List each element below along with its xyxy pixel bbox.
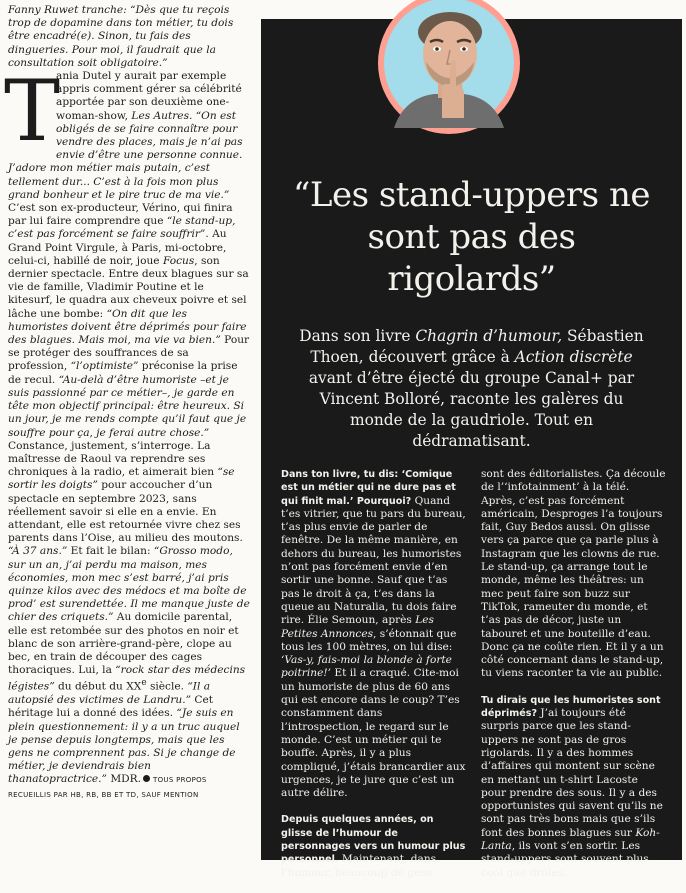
question: Dans ton livre, tu dis: ‘Comique est un métier qui ne dure pas et qui finit mal.’ Pourquoi? [281, 469, 456, 507]
portrait-photo [378, 0, 520, 134]
question: Tu dirais que les humoristes sont déprimés? [481, 694, 661, 720]
portrait-illustration [384, 0, 514, 128]
interview-column-2 [481, 468, 666, 893]
qa-2-continued: sont des éditorialistes. Ça découle de l’‘infotainment’ à la télé. Après, c’est pas forcément américain, Desproges l’a toujours fait, Guy Bedos aussi. On glisse vers ça parce que ça parle plus à Instagram que les clowns de rue. Le stand-up, ça arrange tout le monde, même les théâtres: un mec peut faire son buzz sur TikTok, rameuter du monde, et t’as pas de décor, juste un tabouret et une bouteille d’eau. Donc ça ne coûte rien. Et il y a un côté concernant dans le stand-up, tu viens raconter ta vie au public. [481, 468, 666, 680]
end-mark-icon [143, 775, 150, 782]
portrait-inner [384, 0, 514, 128]
qa-1: Dans ton livre, tu dis: ‘Comique est un métier qui ne dure pas et qui finit mal.’ Pourquoi? Quand t’es vitrier, que tu pars du bureau, t’as plus envie de parler de fenêtre. De la même manière, en dehors du bureau, les humoristes n’ont pas forcément envie d’en sortir une bonne. Sauf que t’as pas le droit à ça, t’es dans la queue au Naturalia, tu dois faire rire. Élie Semoun, après Les Petites Annonces, s’étonnait que tous les 100 mètres, on lui dise: ‘Vas-y, fais-moi la blonde à forte poitrine!’ Et il a craqué. Cite-moi un humoriste de plus de 60 ans qui est encore dans le coup? T’es constamment dans l’introspection, le regard sur le monde. C’est un métier qui te bouffe. Après, il y a plus compliqué, j’étais brancardier aux urgences, je te jure que c’est un autre délire. [281, 469, 466, 800]
interview-column-1 [281, 468, 466, 893]
paragraph-constance: Constance, justement, s’interroge. La maîtresse de Raoul va reprendre ses chroniques à la radio, et aimerait bien “se sortir les doigts” pour accoucher d’un spectacle en septembre 2023, sans réellement savoir si elle en a envie. En attendant, elle est retournée vivre chez ses parents dans l’Oise, au milieu des moutons. “À 37 ans.” Et fait le bilan: “Grosso modo, sur un an, j’ai perdu ma maison, mes économies, mon mec s’est barré, j’ai pris quinze kilos avec des médocs et ma boîte de prod’ est surendettée. Il me manque juste de chier des criquets.” Au domicile parental, elle est retombée sur des photos en noir et blanc de son arrière-grand-père, clope au bec, en train de découper des cages thoraciques. Lui, la “rock star des médecins légistes” du début du XXe siècle. “Il a autopsié des victimes de Landru.” Cet héritage lui a donné des idées. “Je suis en plein questionnement: il y a un truc auquel je pense depuis longtemps, mais que les gens ne comprennent pas. Si je change de métier, je deviendrais bien thanatopractrice.” MDR. TOUS PROPOS RECUEILLIS PAR HB, RB, BB ET TD, SAUF MENTION [8, 439, 250, 799]
qa-3: Tu dirais que les humoristes sont déprimés? J’ai toujours été surpris parce que les stand-uppers ne sont pas de gros rigolards. Il y a des hommes d’affaires qui montent sur scène en mettant un t-shirt Lacoste pour prendre des sous. Il y a des opportunistes qui savent qu’ils ne sont pas très bons mais que s’ils font des bonnes blagues sur Koh-Lanta, ils vont s’en sortir. Les stand-uppers sont souvent plus cool que drôles. [481, 694, 663, 879]
qa-2: Depuis quelques années, on glisse de l’humour de personnages vers un humour plus personnel. Maintenant, dans l’humour, beaucoup de gens [281, 814, 466, 879]
interview-columns [281, 468, 666, 893]
credits: TOUS PROPOS RECUEILLIS PAR HB, RB, BB ET TD, SAUF MENTION [8, 776, 207, 799]
interview-panel [261, 19, 682, 879]
left-column [4, 4, 250, 802]
drop-cap: T [4, 62, 59, 161]
pull-quote-fanny-ruwet: Fanny Ruwet tranche: “Dès que tu reçois trop de dopamine dans ton métier, tu dois être encadré(e). Sinon, tu fais des dingueries. Pour moi, il faudrait que la consultation soit obligatoire.” [8, 4, 234, 69]
headline: “Les stand-uppers ne sont pas des rigolards” [293, 175, 650, 299]
article-body [4, 62, 250, 802]
standfirst: Dans son livre Chagrin d’humour, Sébastien Thoen, découvert grâce à Action discrète avant d’être éjecté du groupe Canal+ par Vincent Bolloré, raconte les galères du monde de la gaudriole. Tout en dédramatisant. [299, 327, 644, 450]
question: Depuis quelques années, on glisse de l’humour de personnages vers un humour plus personnel. [281, 814, 466, 866]
paragraph-tania-dutel: ania Dutel y aurait par exemple appris comment gérer sa célébrité apportée par son deuxième one-woman-show, Les Autres. “On est obligés de se faire connaître pour vendre des places, mais je n’ai pas envie d’être une personne connue. J’adore mon métier mais putain, c’est tellement dur... C’est à la fois mon plus grand bonheur et le pire truc de ma vie.” C’est son ex-producteur, Vérino, qui finira par lui faire comprendre que “le stand-up, c’est pas forcément se faire souffrir”. Au Grand Point Virgule, à Paris, mi-octobre, celui-ci, habillé de noir, joue Focus, son dernier spectacle. Entre deux blagues sur sa vie de famille, Vladimir Poutine et le kitesurf, le quadra aux cheveux poivre et sel lâche une bombe: “On dit que les humoristes doivent être déprimés pour faire des blagues. Mais moi, ma vie va bien.” Pour se protéger des souffrances de sa profession, “l’optimiste” préconise la prise de recul. “Au-delà d’être humoriste –et je suis passionné par ce métier–, je garde en tête mon objectif principal: être heureux. Si un jour, je me rends compte qu’il faut que je souffre pour ça, je ferai autre chose.” [8, 70, 250, 439]
